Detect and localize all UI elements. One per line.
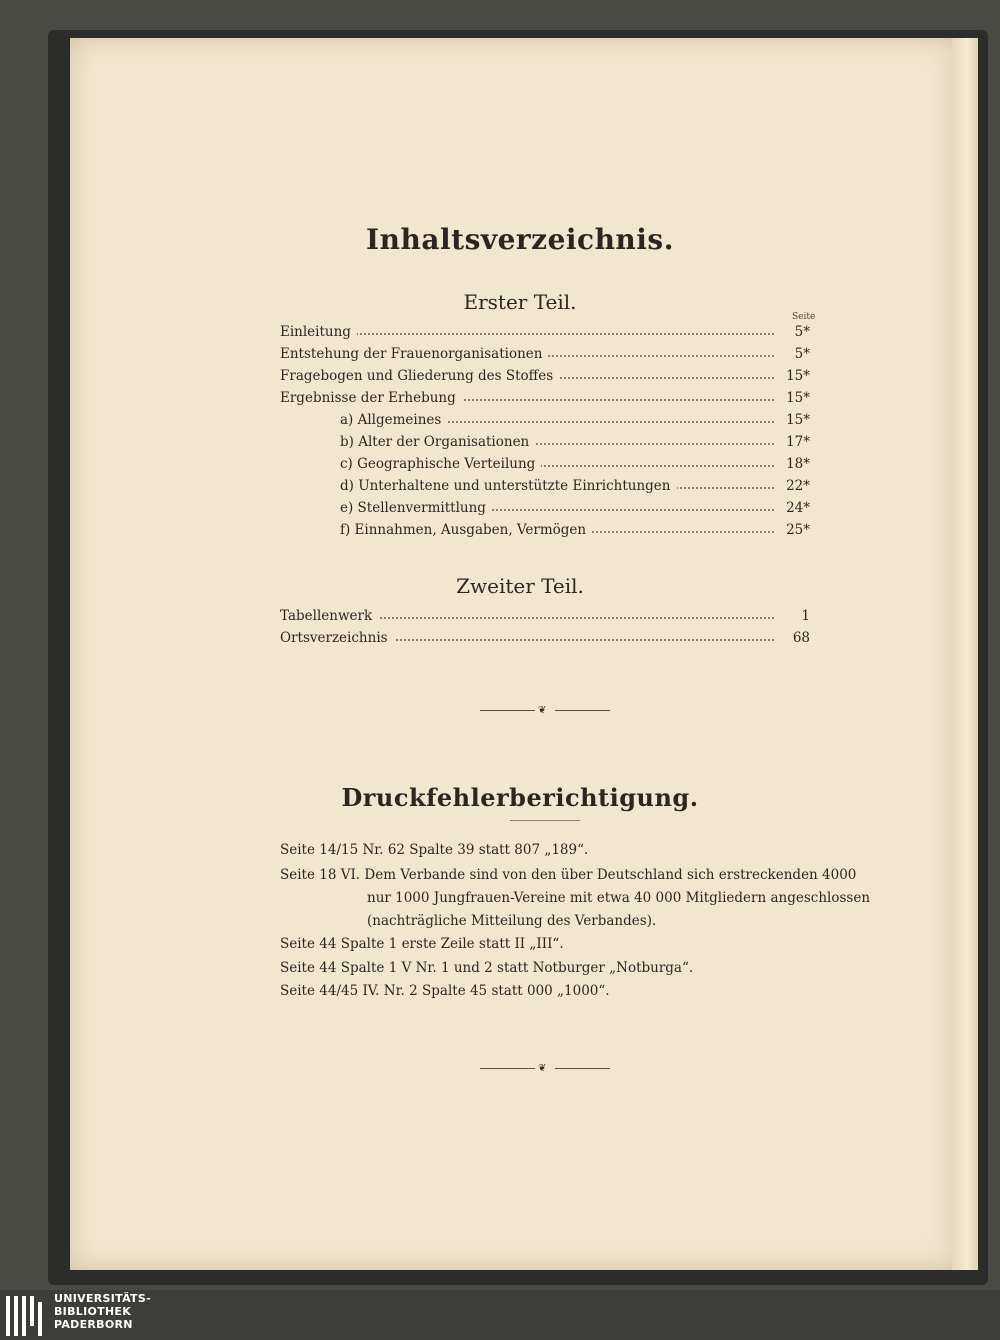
toc-entry-label: a) Allgemeines [340,412,447,428]
toc-entry-label: Entstehung der Frauenorganisationen [280,346,548,362]
toc-entry [280,346,810,366]
page-column-label: Seite [792,312,816,322]
toc-entry [280,630,810,650]
errata-line: (nachträgliche Mitteilung des Verbandes). [367,913,657,929]
toc-subentry [280,522,810,542]
errata-line: Seite 14/15 Nr. 62 Spalte 39 statt 807 „189“. [280,842,589,858]
toc-subentry [280,478,810,498]
toc-entry-page: 17* [786,434,810,450]
toc-entry-page: 18* [786,456,810,472]
toc-entry [280,390,810,410]
toc-entry [280,324,810,344]
toc-entry-page: 5* [794,346,810,362]
toc-entry-page: 25* [786,522,810,538]
toc-entry-page: 1 [801,608,810,624]
toc-entry-page: 24* [786,500,810,516]
toc-entry-label: Ortsverzeichnis [280,630,394,646]
toc-entry-page: 22* [786,478,810,494]
toc-entry-page: 15* [786,412,810,428]
toc-entry-page: 15* [786,368,810,384]
ornament-icon: ❦ [538,1063,547,1074]
toc-title: Inhaltsverzeichnis. [366,223,674,256]
toc-entry [280,368,810,388]
toc-entry-label: c) Geographische Verteilung [340,456,541,472]
toc-entry [280,608,810,628]
errata-line: Seite 44/45 IV. Nr. 2 Spalte 45 statt 000 „1000“. [280,983,610,999]
part1-title: Erster Teil. [463,290,577,314]
toc-subentry [280,500,810,520]
ornament-icon: ❦ [538,705,547,716]
toc-entry-label: Einleitung [280,324,357,340]
errata-line: nur 1000 Jungfrauen-Vereine mit etwa 40 000 Mitgliedern angeschlossen [367,890,871,906]
toc-entry-label: Tabellenwerk [280,608,378,624]
toc-entry-label: Ergebnisse der Erhebung [280,390,462,406]
errata-line: Seite 44 Spalte 1 erste Zeile statt II „III“. [280,936,564,952]
toc-subentry [280,412,810,432]
ornament-divider [480,705,610,715]
library-name-line3: PADERBORN [54,1318,133,1331]
errata-title: Druckfehlerberichtigung. [341,783,699,812]
page-gutter [952,38,978,1270]
toc-entry-label: d) Unterhaltene und unterstützte Einrichtungen [340,478,677,494]
part2-title: Zweiter Teil. [456,574,584,598]
toc-entry-label: b) Alter der Organisationen [340,434,535,450]
toc-subentry [280,434,810,454]
toc-entry-label: f) Einnahmen, Ausgaben, Vermögen [340,522,592,538]
errata-line: Seite 18 VI. Dem Verbande sind von den über Deutschland sich erstreckenden 4000 [280,867,857,883]
toc-entry-page: 5* [794,324,810,340]
toc-entry-page: 68 [792,630,810,646]
toc-entry-label: Fragebogen und Gliederung des Stoffes [280,368,559,384]
toc-entry-label: e) Stellenvermittlung [340,500,492,516]
library-logo-icon [6,1296,46,1336]
library-name-line2: BIBLIOTHEK [54,1305,132,1318]
errata-rule [510,820,580,821]
ornament-divider [480,1063,610,1073]
document-page [70,38,970,1270]
library-name-line1: UNIVERSITÄTS- [54,1292,151,1305]
errata-line: Seite 44 Spalte 1 V Nr. 1 und 2 statt Notburger „Notburga“. [280,960,694,976]
toc-entry-page: 15* [786,390,810,406]
toc-subentry [280,456,810,476]
